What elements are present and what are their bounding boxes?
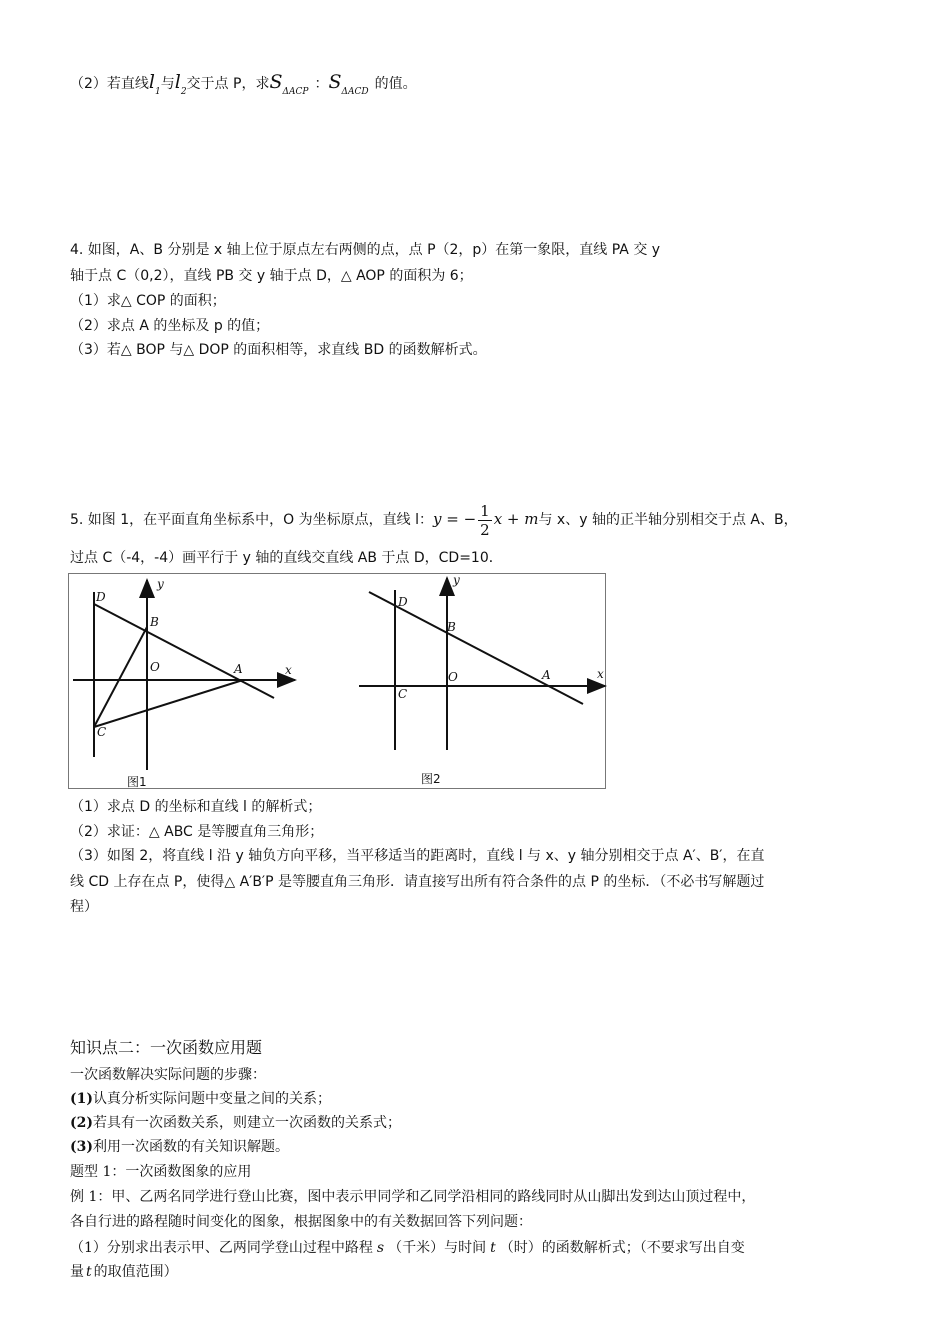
fig1-segment-ca — [94, 680, 243, 727]
figure-2 — [359, 578, 605, 750]
q3-with: 与 — [160, 76, 175, 92]
l2-subscript: 2 — [180, 87, 187, 97]
l2-symbol: l — [174, 71, 181, 93]
ex1-p1-d: 量 — [70, 1264, 84, 1280]
fig2-label-a: A — [542, 668, 551, 682]
q5-intro-b: 与 x、y 轴的正半轴分别相交于点 A、B， — [538, 512, 798, 528]
fig1-label-x: x — [285, 663, 292, 677]
equation-lhs: y = − — [432, 510, 477, 528]
k2-steps-title: 一次函数解决实际问题的步骤： — [70, 1067, 266, 1083]
q3-part2 — [70, 72, 417, 96]
q5-intro-a: 5. 如图 1，在平面直角坐标系中，O 为坐标原点，直线 l： — [70, 512, 433, 528]
l1-subscript: 1 — [155, 87, 161, 97]
fig2-label-x: x — [597, 667, 604, 681]
s-acp-symbol: S — [269, 71, 283, 93]
q5-part1: （1）求点 D 的坐标和直线 l 的解析式； — [70, 799, 322, 815]
step1-text: 认真分析实际问题中变量之间的关系； — [93, 1091, 331, 1107]
q4-line1: 4. 如图，A、B 分别是 x 轴上位于原点左右两侧的点，点 P（2，p）在第一象限，直线 PA 交 y — [70, 242, 661, 258]
q3-mid: 交于点 P，求 — [186, 76, 270, 92]
ex1-p1-c: （时）的函数解析式；（不要求写出自变 — [499, 1240, 745, 1256]
k2-ex1-line1: 例 1：甲、乙两名同学进行登山比赛，图中表示甲同学和乙同学沿相同的路线同时从山脚出发到达山顶过程中， — [70, 1189, 756, 1205]
s-acd-symbol: S — [328, 71, 342, 93]
fig1-label-d: D — [96, 590, 106, 604]
q4-part1: （1）求△ COP 的面积； — [70, 293, 226, 309]
fig1-label-a: A — [234, 662, 243, 676]
k2-ex1-part1-line2 — [70, 1262, 178, 1282]
k2-step1 — [70, 1089, 331, 1109]
s-variable: s — [376, 1240, 385, 1256]
s-acd-subscript: ΔACD — [341, 87, 369, 97]
k2-ex1-line2: 各自行进的路程随时间变化的图象，根据图象中的有关数据回答下列问题： — [70, 1214, 532, 1230]
q5-part2: （2）求证：△ ABC 是等腰直角三角形； — [70, 824, 324, 840]
q3-suffix: 的值。 — [374, 76, 417, 92]
s-acp-subscript: ΔACP — [282, 87, 309, 97]
step3-text: 利用一次函数的有关知识解题。 — [93, 1139, 289, 1155]
k2-ex1-part1-line1 — [70, 1238, 745, 1258]
q5-intro — [70, 498, 798, 541]
k2-step3 — [70, 1137, 289, 1157]
equation-rhs: x + m — [493, 510, 539, 528]
t-variable: t — [490, 1240, 496, 1256]
q5-part3-line2: 线 CD 上存在点 P，使得△ A′B′P 是等腰直角三角形．请直接写出所有符合条件的点 P 的坐标．（不必书写解题过 — [70, 874, 765, 890]
q5-line2: 过点 C（-4，-4）画平行于 y 轴的直线交直线 AB 于点 D，CD=10． — [70, 550, 503, 566]
fig2-label-c: C — [398, 687, 408, 701]
fraction-numerator: 1 — [480, 501, 490, 520]
fig1-caption: 图1 — [127, 775, 147, 789]
q3-text: （2）若直线 — [70, 76, 149, 92]
q4-part3: （3）若△ BOP 与△ DOP 的面积相等，求直线 BD 的函数解析式。 — [70, 342, 487, 358]
fig2-label-y: y — [453, 574, 460, 587]
step2-text: 若具有一次函数关系，则建立一次函数的关系式； — [93, 1115, 401, 1131]
q4-part2: （2）求点 A 的坐标及 p 的值； — [70, 318, 270, 334]
q4-line2: 轴于点 C（0,2），直线 PB 交 y 轴于点 D，△ AOP 的面积为 6； — [70, 268, 473, 284]
ex1-p1-a: （1）分别求出表示甲、乙两同学登山过程中路程 — [70, 1240, 373, 1256]
q5-figures — [68, 573, 606, 789]
k2-heading: 知识点二：一次函数应用题 — [70, 1038, 263, 1057]
k2-type1: 题型 1：一次函数图象的应用 — [70, 1164, 252, 1180]
ex1-p1-b: （千米）与时间 — [388, 1240, 487, 1256]
step1-number: (1) — [70, 1091, 93, 1107]
q5-part3-line3: 程） — [70, 899, 98, 915]
fig1-line-l — [94, 604, 274, 698]
ex1-p1-e: 的取值范围） — [93, 1264, 178, 1280]
equation-fraction — [478, 502, 492, 539]
fig2-caption: 图2 — [421, 772, 441, 786]
fig2-label-d: D — [398, 595, 408, 609]
fig1-label-b: B — [150, 615, 159, 629]
figure-1 — [73, 580, 295, 770]
q3-colon: ： — [314, 76, 329, 92]
l1-symbol: l — [148, 71, 155, 93]
t-variable-2: t — [86, 1264, 92, 1280]
fig2-label-b: B — [447, 620, 456, 634]
fraction-denominator: 2 — [480, 520, 490, 539]
q5-figures-svg — [69, 574, 607, 790]
step3-number: (3) — [70, 1139, 93, 1155]
fig1-label-c: C — [97, 725, 107, 739]
fig1-label-o: O — [150, 660, 160, 674]
q5-part3-line1: （3）如图 2，将直线 l 沿 y 轴负方向平移，当平移适当的距离时，直线 l 与 x、y 轴分别相交于点 A′、B′，在直 — [70, 848, 765, 864]
k2-step2 — [70, 1113, 401, 1133]
step2-number: (2) — [70, 1115, 93, 1131]
fig2-label-o: O — [448, 670, 458, 684]
fig1-label-y: y — [157, 577, 164, 591]
